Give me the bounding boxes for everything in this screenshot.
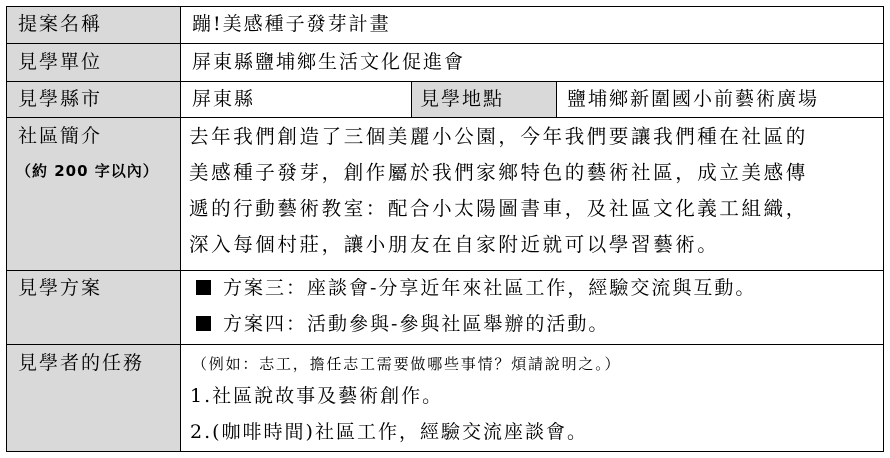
col-border <box>411 81 412 117</box>
community-intro-label: 社區簡介 <box>18 125 103 147</box>
community-intro-sublabel: （約 200 字以內） <box>16 162 159 180</box>
filled-square-icon <box>196 316 211 331</box>
proposal-table <box>6 6 884 452</box>
visit-county-value: 屏東縣 <box>192 88 256 110</box>
row-border <box>6 344 884 345</box>
row-border <box>6 117 884 118</box>
filled-square-icon <box>196 280 211 295</box>
row-border <box>6 6 884 7</box>
row-border <box>6 270 884 271</box>
visit-unit-value: 屏東縣鹽埔鄉生活文化促進會 <box>192 51 466 73</box>
col-border <box>556 81 557 117</box>
col-border <box>180 6 181 452</box>
visit-county-label: 見學縣市 <box>18 88 103 110</box>
visit-plan-option <box>196 276 756 300</box>
visitor-task-item: 2.(咖啡時間)社區工作，經驗交流座談會。 <box>190 421 588 443</box>
row-border <box>6 43 884 44</box>
visit-unit-label: 見學單位 <box>18 51 103 73</box>
visit-place-value: 鹽埔鄉新圍國小前藝術廣場 <box>567 88 820 110</box>
visit-plan-option-text: 方案四：活動參與-參與社區舉辦的活動。 <box>223 313 610 335</box>
row-border <box>6 451 884 452</box>
proposal-name-label: 提案名稱 <box>18 13 103 35</box>
col-border <box>6 6 7 452</box>
col-border <box>883 6 884 452</box>
visitor-tasks-label: 見學者的任務 <box>18 352 145 374</box>
visitor-tasks-hint: （例如：志工，擔任志工需要做哪些事情？煩請說明之。） <box>192 355 622 373</box>
community-intro-line: 遞的行動藝術教室：配合小太陽圖書車，及社區文化義工組織， <box>189 197 808 220</box>
community-intro-line: 去年我們創造了三個美麗小公園，今年我們要讓我們種在社區的 <box>189 125 808 148</box>
visit-plan-option-text: 方案三：座談會-分享近年來社區工作，經驗交流與互動。 <box>223 277 757 299</box>
visitor-task-item: 1.社區說故事及藝術創作。 <box>190 385 444 407</box>
visit-place-label: 見學地點 <box>420 88 505 110</box>
visit-plan-label: 見學方案 <box>18 277 103 299</box>
proposal-name-value: 蹦!美感種子發芽計畫 <box>192 13 391 35</box>
community-intro-line: 美感種子發芽，創作屬於我們家鄉特色的藝術社區，成立美感傳 <box>189 161 808 184</box>
row-border <box>6 81 884 82</box>
visit-plan-option <box>196 312 609 336</box>
community-intro-line: 深入每個村莊，讓小朋友在自家附近就可以學習藝術。 <box>189 233 720 256</box>
